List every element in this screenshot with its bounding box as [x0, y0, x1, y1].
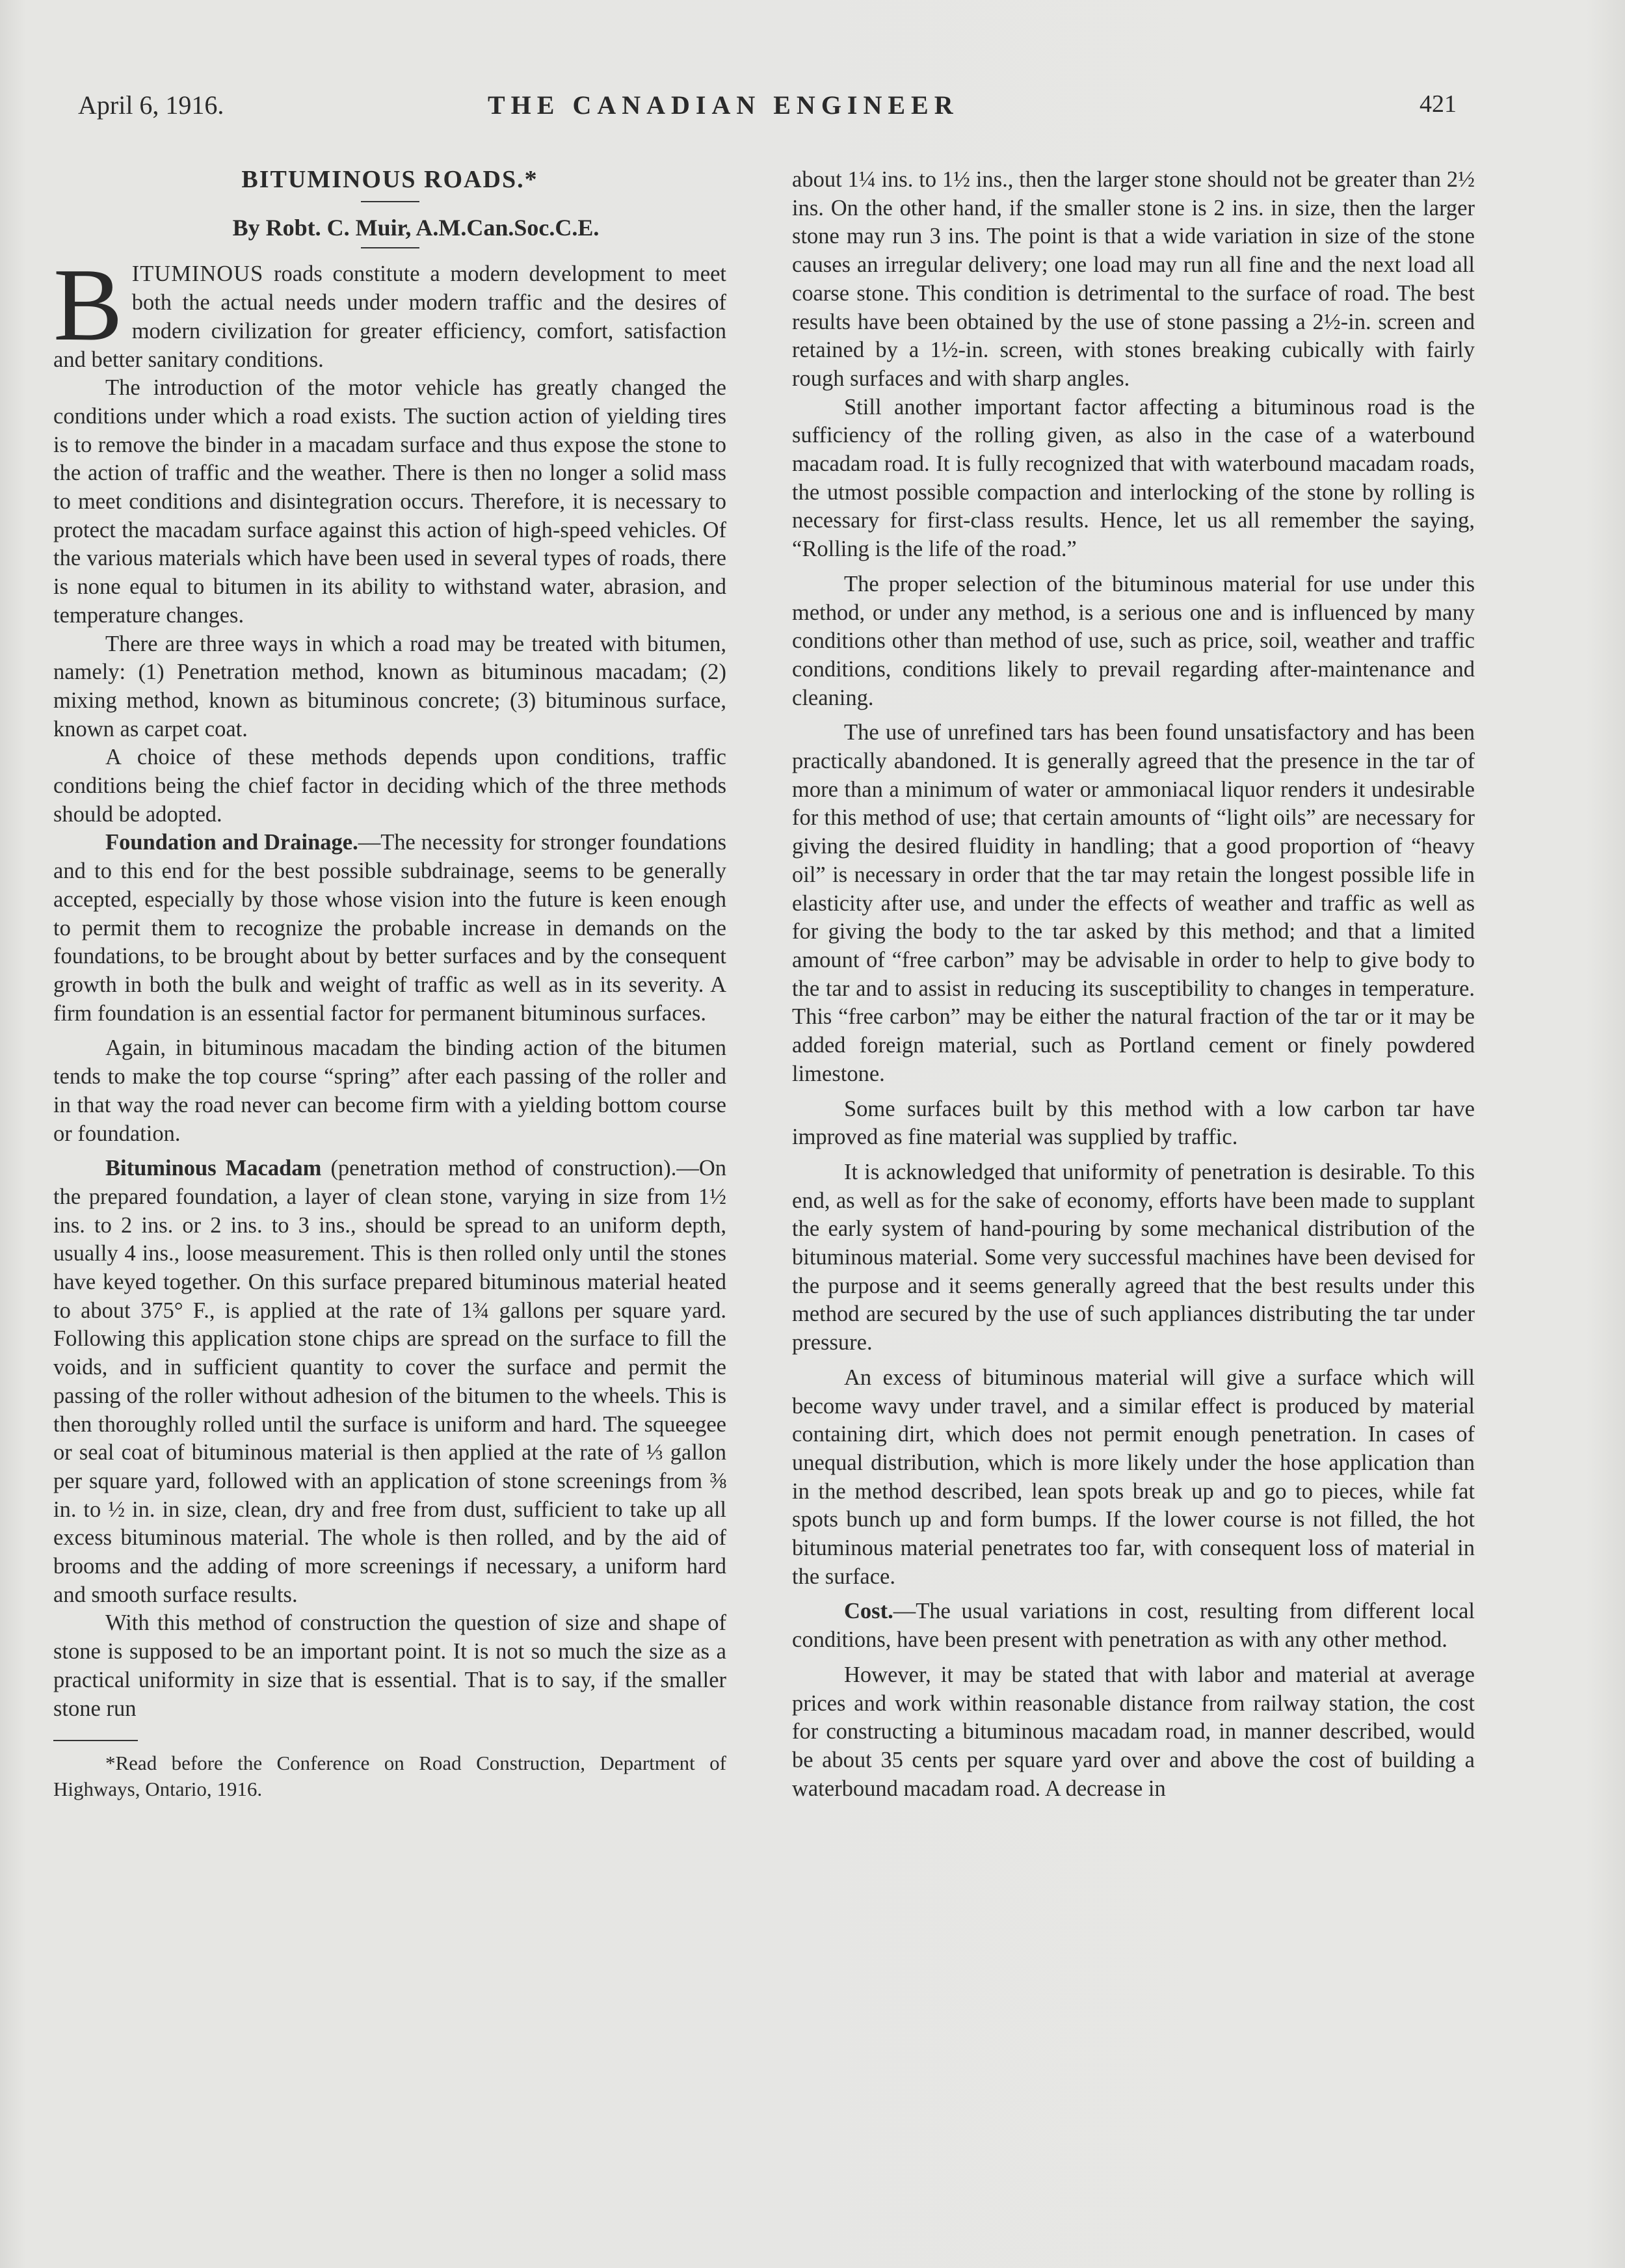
paragraph-motor-vehicle: The introduction of the motor vehicle has greatly changed the conditions under which a road exists. The suction action of yielding tires is to remove the binder in a macadam surface and thus expose the stone to the action of traffic and the weather. There is then no longer a solid mass to meet conditions and disintegration occurs. Therefore, it is necessary to protect the macadam surface against this action of high-speed vehicles. Of the various materials which have been used in several types of roads, there is none equal to bitumen in its ability to withstand water, abrasion, and temperature changes. — [53, 375, 726, 628]
paragraph-macadam — [53, 1154, 726, 1609]
paragraph-stone-continued: about 1¼ ins. to 1½ ins., then the larger stone should not be greater than 2½ ins. On the other hand, if the smaller stone is 2 ins. in size, then the larger stone may run 3 ins. The point is that a wide variation in size of the stone causes an irregular delivery; one load may run all fine and the next load all coarse stone. This condition is detrimental to the surface of road. The best results have been obtained by the use of stone passing a 2½-in. screen and retained by a 1½-in. screen, with stones breaking cubically with fairly rough surfaces and with sharp angles. — [792, 167, 1475, 391]
cost-text: —The usual variations in cost, resulting from different local conditions, have been present with penetration as with any other method. — [792, 1599, 1475, 1653]
foundation-heading: Foundation and Drainage. — [105, 830, 358, 855]
title-rule — [361, 201, 419, 202]
paragraph-cost — [792, 1597, 1475, 1654]
macadam-heading: Bituminous Macadam — [105, 1156, 322, 1181]
paragraph-penetration: It is acknowledged that uniformity of penetration is desirable. To this end, as well as for the sake of economy, efforts have been made to supplant the early system of hand-pouring by some mechanical distribution of the bituminous material. Some very successful machines have been devised for the purpose and it seems generally agreed that the best results under this method are secured by the use of such appliances distributing the tar under pressure. — [792, 1159, 1475, 1355]
paragraph-stone-size: With this method of construction the question of size and shape of stone is supposed to be an important point. It is not so much the size as a practical uniformity in size that is essential. That is to say, if the smaller stone run — [53, 1610, 726, 1721]
paragraph-low-carbon: Some surfaces built by this method with a low carbon tar have improved as fine material was supplied by traffic. — [792, 1096, 1475, 1150]
left-column — [53, 166, 726, 1802]
article-byline: By Robt. C. Muir, A.M.Can.Soc.C.E. — [232, 214, 600, 241]
paragraph-excess: An excess of bituminous material will give a surface which will become wavy under travel, and a similar effect is produced by material containing dirt, which does not permit enough penetration. In cases of unequal distribution, which is more likely under the hose application than in the method described, lean spots break up and go to pieces, while fat spots bunch up and form bumps. If the lower course is not filled, the hot bituminous material penetrates too far, with consequent loss of material in the surface. — [792, 1365, 1475, 1589]
page-number: 421 — [1420, 90, 1457, 118]
paragraph-three-ways: There are three ways in which a road may be treated with bitumen, namely: (1) Penetration method, known as bituminous macadam; (2) mixing method, known as bituminous concrete; (3) bituminous surface, known as carpet coat. — [53, 631, 726, 741]
macadam-text: (penetration method of construction).—On the prepared foundation, a layer of clean stone, varying in size from 1½ ins. to 2 ins. or 2 ins. to 3 ins., should be spread to an uniform depth, usually 4 ins., loose measurement. This is then rolled only until the stones have keyed together. On this surface prepared bituminous material heated to about 375° F., is applied at the rate of 1¾ gallons per square yard. Following this application stone chips are spread on the surface to fill the voids, and in sufficient quantity to cover the surface and permit the passing of the roller without adhesion of the bitumen to the wheels. This is then thoroughly rolled until the surface is uniform and hard. The squeegee or seal coat of bituminous material is then applied at the rate of ⅓ gallon per square yard, followed with an application of stone screenings from ⅜ in. to ½ in. in size, clean, dry and free from dust, sufficient to take up all excess bituminous material. The whole is then rolled, and by the aid of brooms and the adding of more screenings if necessary, a uniform hard and smooth surface results. — [53, 1156, 727, 1607]
byline-rule — [361, 247, 419, 248]
foundation-text: —The necessity for stronger foundations and to this end for the best possible subdrainage, seems to be generally accepted, especially by those whose vision into the future is keen enough to permit them to recognize the probable increase in demands on the foundations, to be brought about by better surfaces and by the consequent growth in both the bulk and weight of traffic as well as in its severity. A firm foundation is an essential factor for permanent bituminous surfaces. — [53, 830, 726, 1026]
lead-caps: ITUMINOUS — [131, 261, 264, 287]
paragraph-rolling: Still another important factor affecting a bituminous road is the sufficiency of the rolling given, as also in the case of a waterbound macadam road. It is fully recognized that with waterbound macadam roads, the utmost possible compaction and interlocking of the stone by rolling is necessary for first-class results. Hence, let us all remember the saying, “Rolling is the life of the road.” — [792, 394, 1475, 562]
journal-title: THE CANADIAN ENGINEER — [488, 90, 959, 120]
drop-cap: B — [53, 247, 123, 363]
paragraph-however: However, it may be stated that with labor and material at average prices and work within reasonable distance from railway station, the cost for constructing a bituminous macadam road, in manner described, would be about 35 cents per square yard over and above the cost of building a waterbound macadam road. A decrease in — [792, 1662, 1475, 1801]
running-header — [78, 90, 1457, 129]
footnote-rule — [53, 1740, 138, 1741]
paragraph-material-selection: The proper selection of the bituminous material for use under this method, or under any method, is a serious one and is influenced by many conditions other than method of use, such as price, soil, weather and traffic conditions, conditions likely to prevail regarding after-maintenance and cleaning. — [792, 571, 1475, 710]
paragraph-choice: A choice of these methods depends upon conditions, traffic conditions being the chief factor in deciding which of the three methods should be adopted. — [53, 745, 726, 827]
paragraph-again: Again, in bituminous macadam the binding action of the bitumen tends to make the top course “spring” after each passing of the roller and in that way the road never can become firm with a yielding bottom course or foundation. — [53, 1035, 726, 1146]
paragraph-tars: The use of unrefined tars has been found unsatisfactory and has been practically abandoned. It is generally agreed that the presence in the tar of more than a minimum of water or ammoniacal liquor renders it undesirable for this method of use; that certain amounts of “light oils” are necessary for giving the desired fluidity in handling; that a good proportion of “heavy oil” is necessary in order that the tar may retain the longest possible life in elasticity after use, and under the effects of weather and traffic as well as for giving the body to the tar asked by this method; and that a limited amount of “free carbon” may be advisable in order to help to give body to the tar and to assist in reducing its susceptibility to changes in temperature. This “free carbon” may be either the natural fraction of the tar or it may be added foreign material, such as Portland cement or finely powdered limestone. — [792, 720, 1475, 1086]
lead-paragraph — [53, 247, 726, 374]
article-title: BITUMINOUS ROADS.* — [241, 166, 538, 193]
lead-text: roads constitute a modern development to meet both the actual needs under modern traffic and the desires of modern civilization for greater efficiency, comfort, satisfaction and better sanitary conditions. — [53, 261, 726, 372]
paragraph-foundation — [53, 829, 726, 1028]
issue-date: April 6, 1916. — [78, 90, 224, 120]
right-column — [792, 166, 1475, 1803]
cost-heading: Cost. — [844, 1599, 893, 1624]
footnote: *Read before the Conference on Road Construction, Department of Highways, Ontario, 1916. — [53, 1752, 726, 1801]
